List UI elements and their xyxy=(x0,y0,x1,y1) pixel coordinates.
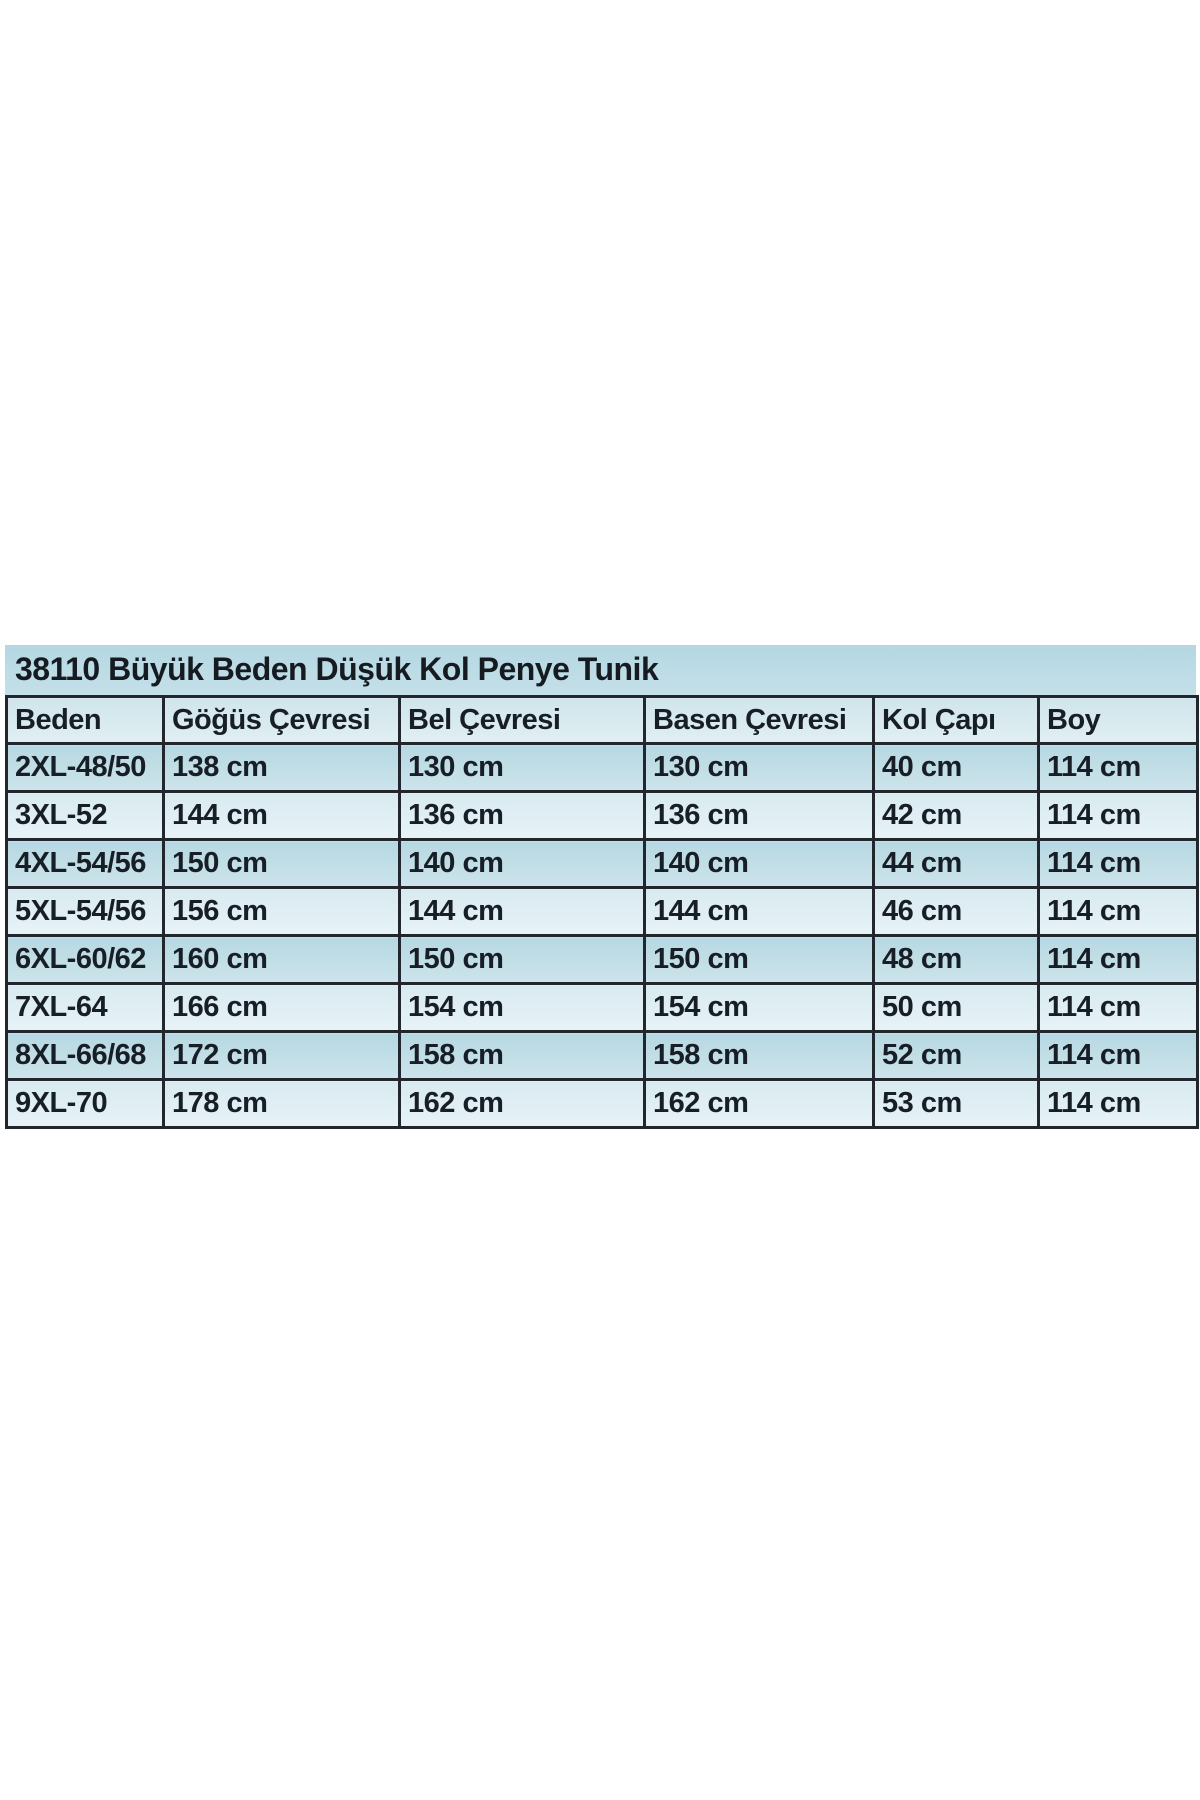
column-header: Beden xyxy=(7,697,164,744)
measurement-cell: 136 cm xyxy=(400,792,645,840)
table-row xyxy=(7,744,1198,792)
size-cell: 8XL-66/68 xyxy=(7,1032,164,1080)
measurement-cell: 166 cm xyxy=(164,984,400,1032)
measurement-cell: 178 cm xyxy=(164,1080,400,1128)
measurement-cell: 52 cm xyxy=(874,1032,1039,1080)
column-header: Basen Çevresi xyxy=(645,697,874,744)
measurement-cell: 42 cm xyxy=(874,792,1039,840)
measurement-cell: 158 cm xyxy=(645,1032,874,1080)
measurement-cell: 114 cm xyxy=(1039,936,1198,984)
measurement-cell: 150 cm xyxy=(164,840,400,888)
measurement-cell: 154 cm xyxy=(645,984,874,1032)
table-row xyxy=(7,1080,1198,1128)
size-cell: 4XL-54/56 xyxy=(7,840,164,888)
measurement-cell: 114 cm xyxy=(1039,1032,1198,1080)
measurement-cell: 158 cm xyxy=(400,1032,645,1080)
measurement-cell: 114 cm xyxy=(1039,1080,1198,1128)
measurement-cell: 46 cm xyxy=(874,888,1039,936)
measurement-cell: 162 cm xyxy=(645,1080,874,1128)
measurement-cell: 114 cm xyxy=(1039,984,1198,1032)
measurement-cell: 144 cm xyxy=(400,888,645,936)
measurement-cell: 144 cm xyxy=(645,888,874,936)
measurement-cell: 50 cm xyxy=(874,984,1039,1032)
size-cell: 6XL-60/62 xyxy=(7,936,164,984)
measurement-cell: 150 cm xyxy=(645,936,874,984)
table-row xyxy=(7,936,1198,984)
measurement-cell: 140 cm xyxy=(645,840,874,888)
table-row xyxy=(7,984,1198,1032)
size-cell: 3XL-52 xyxy=(7,792,164,840)
measurement-cell: 44 cm xyxy=(874,840,1039,888)
measurement-cell: 154 cm xyxy=(400,984,645,1032)
column-header: Bel Çevresi xyxy=(400,697,645,744)
size-cell: 5XL-54/56 xyxy=(7,888,164,936)
measurement-cell: 53 cm xyxy=(874,1080,1039,1128)
measurement-cell: 162 cm xyxy=(400,1080,645,1128)
measurement-cell: 130 cm xyxy=(400,744,645,792)
table-row xyxy=(7,792,1198,840)
measurement-cell: 40 cm xyxy=(874,744,1039,792)
table-header-row xyxy=(7,697,1198,744)
size-cell: 9XL-70 xyxy=(7,1080,164,1128)
measurement-cell: 114 cm xyxy=(1039,792,1198,840)
measurement-cell: 136 cm xyxy=(645,792,874,840)
column-header: Boy xyxy=(1039,697,1198,744)
table-row xyxy=(7,1032,1198,1080)
measurement-cell: 172 cm xyxy=(164,1032,400,1080)
measurement-cell: 140 cm xyxy=(400,840,645,888)
column-header: Kol Çapı xyxy=(874,697,1039,744)
measurement-cell: 138 cm xyxy=(164,744,400,792)
measurement-cell: 150 cm xyxy=(400,936,645,984)
measurement-cell: 114 cm xyxy=(1039,888,1198,936)
measurement-cell: 114 cm xyxy=(1039,744,1198,792)
table-row xyxy=(7,888,1198,936)
table-title: 38110 Büyük Beden Düşük Kol Penye Tunik xyxy=(5,645,1196,695)
size-grid xyxy=(5,695,1199,1129)
column-header: Göğüs Çevresi xyxy=(164,697,400,744)
size-cell: 2XL-48/50 xyxy=(7,744,164,792)
measurement-cell: 160 cm xyxy=(164,936,400,984)
size-cell: 7XL-64 xyxy=(7,984,164,1032)
measurement-cell: 114 cm xyxy=(1039,840,1198,888)
measurement-cell: 144 cm xyxy=(164,792,400,840)
measurement-cell: 156 cm xyxy=(164,888,400,936)
measurement-cell: 130 cm xyxy=(645,744,874,792)
measurement-cell: 48 cm xyxy=(874,936,1039,984)
table-row xyxy=(7,840,1198,888)
size-chart-table xyxy=(5,645,1196,1129)
